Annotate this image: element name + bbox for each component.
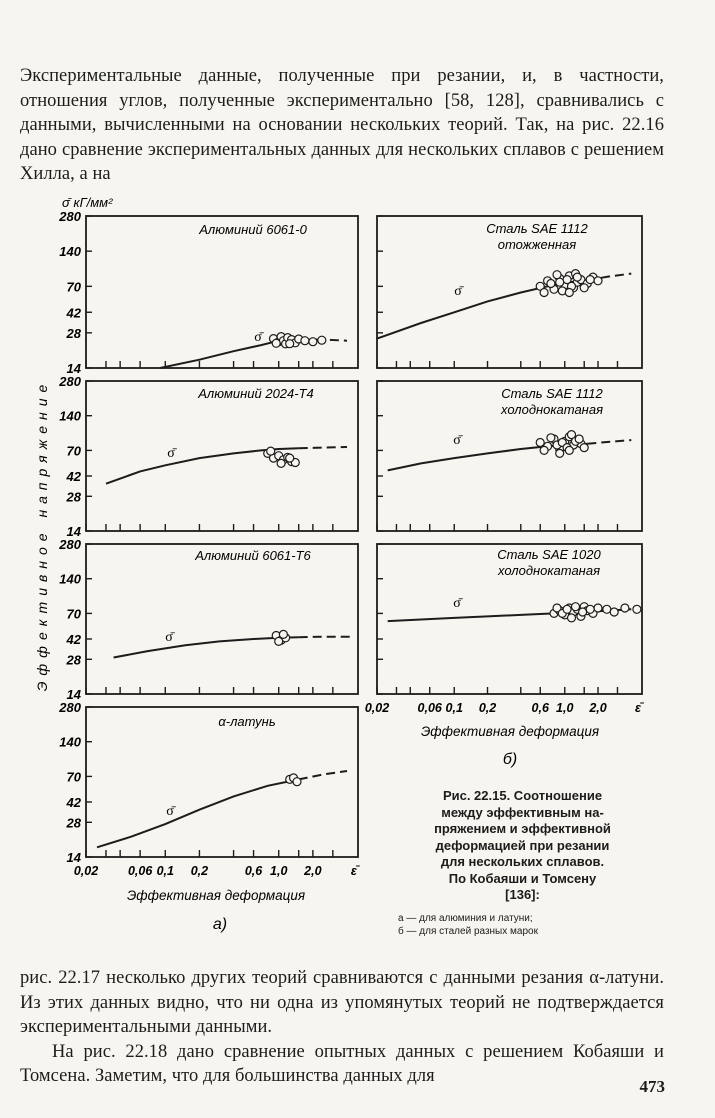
caption-line: пряжением и эффективной <box>434 821 611 836</box>
x-axis-title-b: Эффективная деформация <box>420 724 600 739</box>
caption-line: для нескольких сплавов. <box>440 854 605 869</box>
x-tick-label: 0,6 <box>244 864 263 878</box>
y-tick-label: 140 <box>59 408 81 424</box>
x-tick-label: 0,06 <box>127 864 153 878</box>
data-point <box>553 271 561 279</box>
data-point <box>580 444 588 452</box>
caption-line: между эффективным на- <box>441 804 604 820</box>
panel-title: α-латунь <box>218 714 276 729</box>
series-line-solid <box>97 779 299 847</box>
plot-frame <box>86 544 358 694</box>
caption-line: [136]: <box>505 887 540 902</box>
x-tick-label: 0,2 <box>190 864 209 878</box>
y-tick-label: 28 <box>66 815 81 831</box>
data-point <box>572 603 580 611</box>
x-tick-label: 0,02 <box>364 701 390 715</box>
x-tick-label: 1,0 <box>556 701 574 715</box>
y-tick-label: 140 <box>59 571 81 587</box>
y-tick-label: 42 <box>66 468 81 484</box>
y-tick-label: 70 <box>66 443 81 459</box>
y-tick-label: 70 <box>66 769 81 785</box>
series-line-dashed <box>299 637 353 638</box>
data-point <box>556 449 564 457</box>
y-tick-label: 42 <box>66 794 81 810</box>
figure-caption <box>400 788 645 904</box>
panel-label-a: а) <box>212 916 228 933</box>
caption-line: Рис. 22.15. Соотношение <box>442 788 603 803</box>
data-point <box>621 604 629 612</box>
y-tick-label: 14 <box>66 524 81 539</box>
curve-label: σ̄ <box>165 630 173 645</box>
x-tick-label: ε̄ <box>635 701 641 715</box>
data-point <box>293 778 301 786</box>
figure-legend <box>398 912 648 938</box>
data-point <box>568 614 576 622</box>
series-line-solid <box>160 341 279 368</box>
curve-label: σ̄ <box>166 804 174 819</box>
curve-label: σ̄ <box>167 446 175 461</box>
x-tick-label: 0,02 <box>73 864 99 878</box>
legend-line-b: б — для сталей разных марок <box>398 926 538 937</box>
x-tick-label: 2,0 <box>589 701 607 715</box>
data-point <box>603 605 611 613</box>
x-tick-label: 1,0 <box>270 864 288 878</box>
panel-title: Сталь SAE 1020 <box>497 547 601 562</box>
y-tick-label: 70 <box>66 606 81 622</box>
curve-label: σ̄ <box>254 330 262 345</box>
panel-title: Алюминий 6061-Т6 <box>195 548 311 563</box>
plot-frame <box>86 216 358 368</box>
panel-label-b: б) <box>502 751 518 768</box>
paragraph-bottom <box>20 966 664 1089</box>
x-axis-title-a: Эффективная деформация <box>126 888 306 903</box>
data-point <box>267 447 275 455</box>
data-point <box>286 340 294 348</box>
y-tick-label: 14 <box>66 361 81 376</box>
paragraph-bottom-1: рис. 22.17 несколько других теорий сравниваются с данными резания α-латуни. Из этих данных видно, что ни одна из упомянутых теорий не подтверждается экспериментальными данными. <box>20 968 664 1037</box>
panel-title: Сталь SAE 1112 <box>486 221 588 236</box>
data-point <box>547 434 555 442</box>
y-tick-label: 14 <box>66 687 81 702</box>
y-tick-label: 280 <box>59 537 81 552</box>
y-tick-label: 28 <box>66 489 81 505</box>
paragraph-bottom-2: На рис. 22.18 дано сравнение опытных данных с решением Кобаяши и Томсена. Заметим, что для большинства данных для <box>20 1041 664 1086</box>
chart-panel-2 <box>58 374 358 539</box>
chart-panel-4 <box>58 700 361 878</box>
data-point <box>301 337 309 345</box>
data-point <box>279 630 287 638</box>
x-tick-label: 0,2 <box>478 701 497 715</box>
y-tick-label: 280 <box>59 374 81 389</box>
data-point <box>586 276 594 284</box>
data-point <box>556 278 564 286</box>
data-point <box>586 605 594 613</box>
y-unit-label: σ̄ кГ/мм² <box>62 195 113 210</box>
data-point <box>565 289 573 297</box>
data-point <box>547 280 555 288</box>
caption-line: По Кобаяши и Томсену <box>448 870 597 886</box>
data-point <box>277 459 285 467</box>
y-tick-label: 42 <box>66 305 81 321</box>
data-point <box>594 604 602 612</box>
data-point <box>610 608 618 616</box>
x-tick-label: 0,1 <box>156 864 174 878</box>
data-point <box>309 338 317 346</box>
chart-panel-3 <box>58 537 358 702</box>
data-point <box>536 439 544 447</box>
x-tick-label: 2,0 <box>304 864 322 878</box>
y-tick-label: 280 <box>59 700 81 715</box>
series-line-dashed <box>299 771 347 779</box>
y-tick-label: 140 <box>59 244 81 260</box>
legend-line-a: а — для алюминия и латуни; <box>398 913 533 924</box>
chart-panel-7 <box>365 544 645 715</box>
data-point <box>573 273 581 281</box>
panel-title-line2: холоднокатаная <box>500 402 604 417</box>
panel-title: Сталь SAE 1112 <box>501 386 603 401</box>
y-tick-label: 280 <box>59 209 81 224</box>
data-point <box>540 446 548 454</box>
y-tick-label: 42 <box>66 631 81 647</box>
series-line-dashed <box>299 447 347 448</box>
data-point <box>575 435 583 443</box>
panel-title: Алюминий 2024-Т4 <box>198 386 314 401</box>
panel-title-line2: отожженная <box>497 237 577 252</box>
curve-label: σ̄ <box>453 596 461 611</box>
curve-label: σ̄ <box>454 284 462 299</box>
data-point <box>286 454 294 462</box>
y-tick-label: 70 <box>66 279 81 295</box>
data-point <box>275 637 283 645</box>
data-point <box>540 289 548 297</box>
chart-panel-5 <box>377 216 642 368</box>
y-tick-label: 28 <box>66 325 81 341</box>
plot-frame <box>86 707 358 857</box>
data-point <box>563 605 571 613</box>
chart-panel-6 <box>377 381 642 531</box>
x-tick-label: 0,06 <box>417 701 442 715</box>
page-number: 473 <box>639 1077 665 1096</box>
curve-label: σ̄ <box>453 433 461 448</box>
x-tick-label: 0,1 <box>445 701 463 715</box>
y-tick-label: 28 <box>66 652 81 668</box>
panel-title-line2: холоднокатаная <box>497 563 601 578</box>
y-axis-title: Эффективное напряжение <box>34 378 50 692</box>
data-point <box>272 339 280 347</box>
data-point <box>565 446 573 454</box>
caption-line: деформацией при резании <box>435 837 610 853</box>
series-line-dashed <box>587 440 631 444</box>
paragraph-top: Экспериментальные данные, полученные при резании, и, в частности, отношения углов, полученные экспериментально [58, 128], сравнивались с данными, вычисленными на основании нескольких теорий. Так, на рис. 22.16 дано сравнение экспериментальных данных для нескольких сплавов с решением Хилла, а на <box>20 66 664 184</box>
panel-title: Алюминий 6061-0 <box>199 222 307 237</box>
x-tick-label: 0,6 <box>531 701 549 715</box>
data-point <box>318 336 326 344</box>
series-line-solid <box>114 637 299 657</box>
data-point <box>580 284 588 292</box>
y-tick-label: 140 <box>59 734 81 750</box>
chart-panel-1 <box>58 209 358 376</box>
data-point <box>579 608 587 616</box>
x-tick-label: ε̄ <box>350 864 357 878</box>
y-tick-label: 14 <box>66 850 81 865</box>
data-point <box>594 277 602 285</box>
data-point <box>633 605 641 613</box>
